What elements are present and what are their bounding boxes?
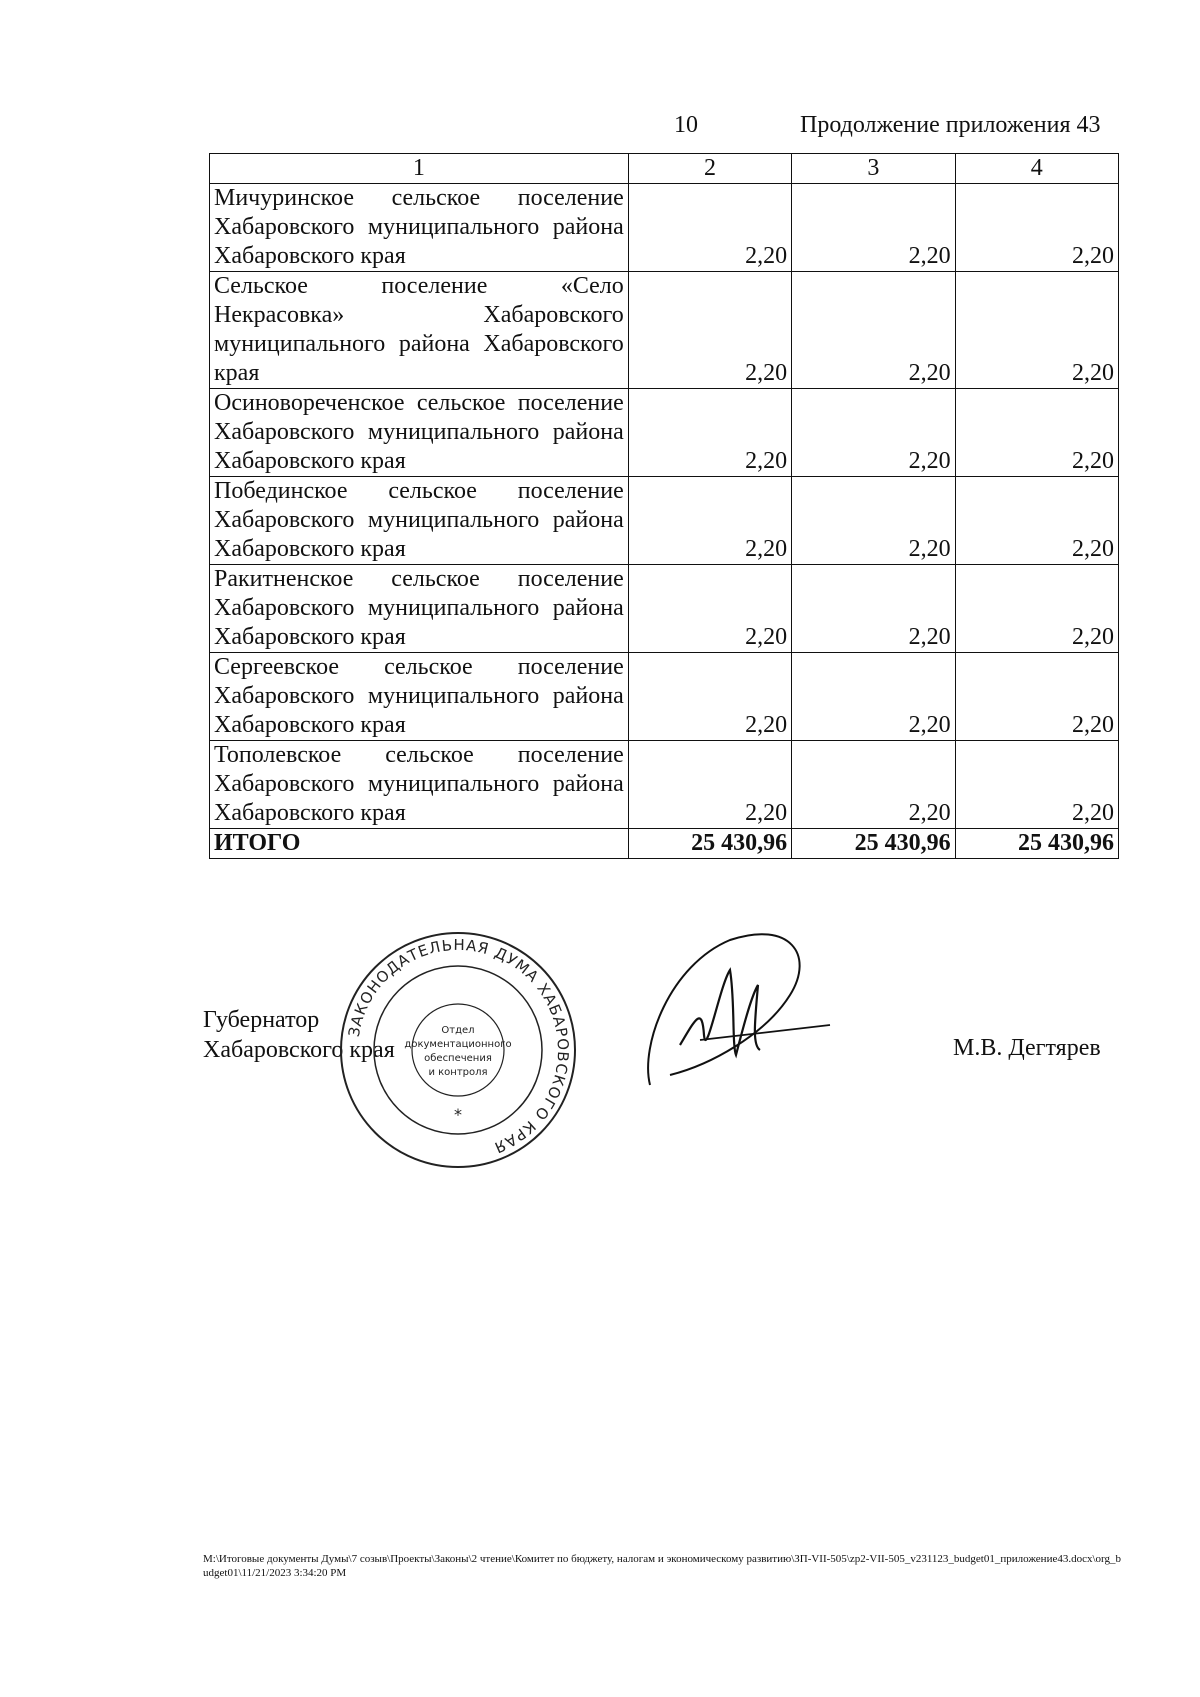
continuation-label: Продолжение приложения 43 [800,112,1101,138]
value-col-4: 2,20 [955,184,1118,272]
table-row [210,741,1119,829]
value-col-2: 2,20 [628,653,791,741]
governor-title-line: Губернатор [203,1007,320,1033]
value-col-3: 2,20 [792,565,955,653]
value-col-4: 2,20 [955,565,1118,653]
value-col-4: 2,20 [955,389,1118,477]
municipality-name: Тополевское сельское поселение Хабаровского муниципального района Хабаровского края [210,741,629,829]
value-col-3: 2,20 [792,653,955,741]
column-header: 4 [955,154,1118,184]
municipality-name: Ракитненское сельское поселение Хабаровского муниципального района Хабаровского края [210,565,629,653]
seal-star: * [454,1105,462,1124]
value-col-3: 2,20 [792,741,955,829]
value-col-4: 2,20 [955,653,1118,741]
header-row [210,154,1119,184]
value-col-4: 2,20 [955,272,1118,389]
column-header: 3 [792,154,955,184]
budget-table [209,153,1119,859]
signer-name: М.В. Дегтярев [953,1035,1101,1061]
seal-center-line: и контроля [428,1067,488,1078]
value-col-3: 2,20 [792,272,955,389]
seal-center-line: Отдел [441,1025,475,1036]
value-col-4: 2,20 [955,477,1118,565]
municipality-name: Мичуринское сельское поселение Хабаровского муниципального района Хабаровского края [210,184,629,272]
seal-ring-text: ЗАКОНОДАТЕЛЬНАЯ ДУМА ХАБАРОВСКОГО КРАЯ [344,935,573,1157]
governor-title-line: Хабаровского края [203,1037,395,1063]
column-header: 1 [210,154,629,184]
table-row [210,477,1119,565]
value-col-2: 2,20 [628,272,791,389]
seal-center-line: обеспечения [424,1053,492,1064]
value-col-2: 2,20 [628,389,791,477]
page-number: 10 [674,112,698,138]
total-value: 25 430,96 [955,829,1118,859]
table-row [210,184,1119,272]
table-row [210,272,1119,389]
column-header: 2 [628,154,791,184]
table-row [210,389,1119,477]
handwritten-signature [640,925,840,1105]
value-col-2: 2,20 [628,741,791,829]
value-col-2: 2,20 [628,565,791,653]
value-col-4: 2,20 [955,741,1118,829]
municipality-name: Сельское поселение «Село Некрасовка» Хабаровского муниципального района Хабаровского края [210,272,629,389]
total-row [210,829,1119,859]
table-row [210,565,1119,653]
municipality-name: Побединское сельское поселение Хабаровского муниципального района Хабаровского края [210,477,629,565]
total-label: ИТОГО [210,829,629,859]
value-col-3: 2,20 [792,477,955,565]
total-value: 25 430,96 [792,829,955,859]
value-col-2: 2,20 [628,184,791,272]
seal-center-line: документационного [404,1039,512,1050]
municipality-name: Сергеевское сельское поселение Хабаровского муниципального района Хабаровского края [210,653,629,741]
official-seal [338,930,578,1170]
file-path-footer: M:\Итоговые документы Думы\7 созыв\Проекты\Законы\2 чтение\Комитет по бюджету, налогам и экономическому развитию\ЗП-VII-505\zp2-VII-505_v231123_budget01_приложение43.docx\org_budget01\11/21/2023 3:34:20 PM [203,1553,1121,1579]
municipality-name: Осиновореченское сельское поселение Хабаровского муниципального района Хабаровского края [210,389,629,477]
value-col-3: 2,20 [792,184,955,272]
value-col-3: 2,20 [792,389,955,477]
total-value: 25 430,96 [628,829,791,859]
value-col-2: 2,20 [628,477,791,565]
table-row [210,653,1119,741]
